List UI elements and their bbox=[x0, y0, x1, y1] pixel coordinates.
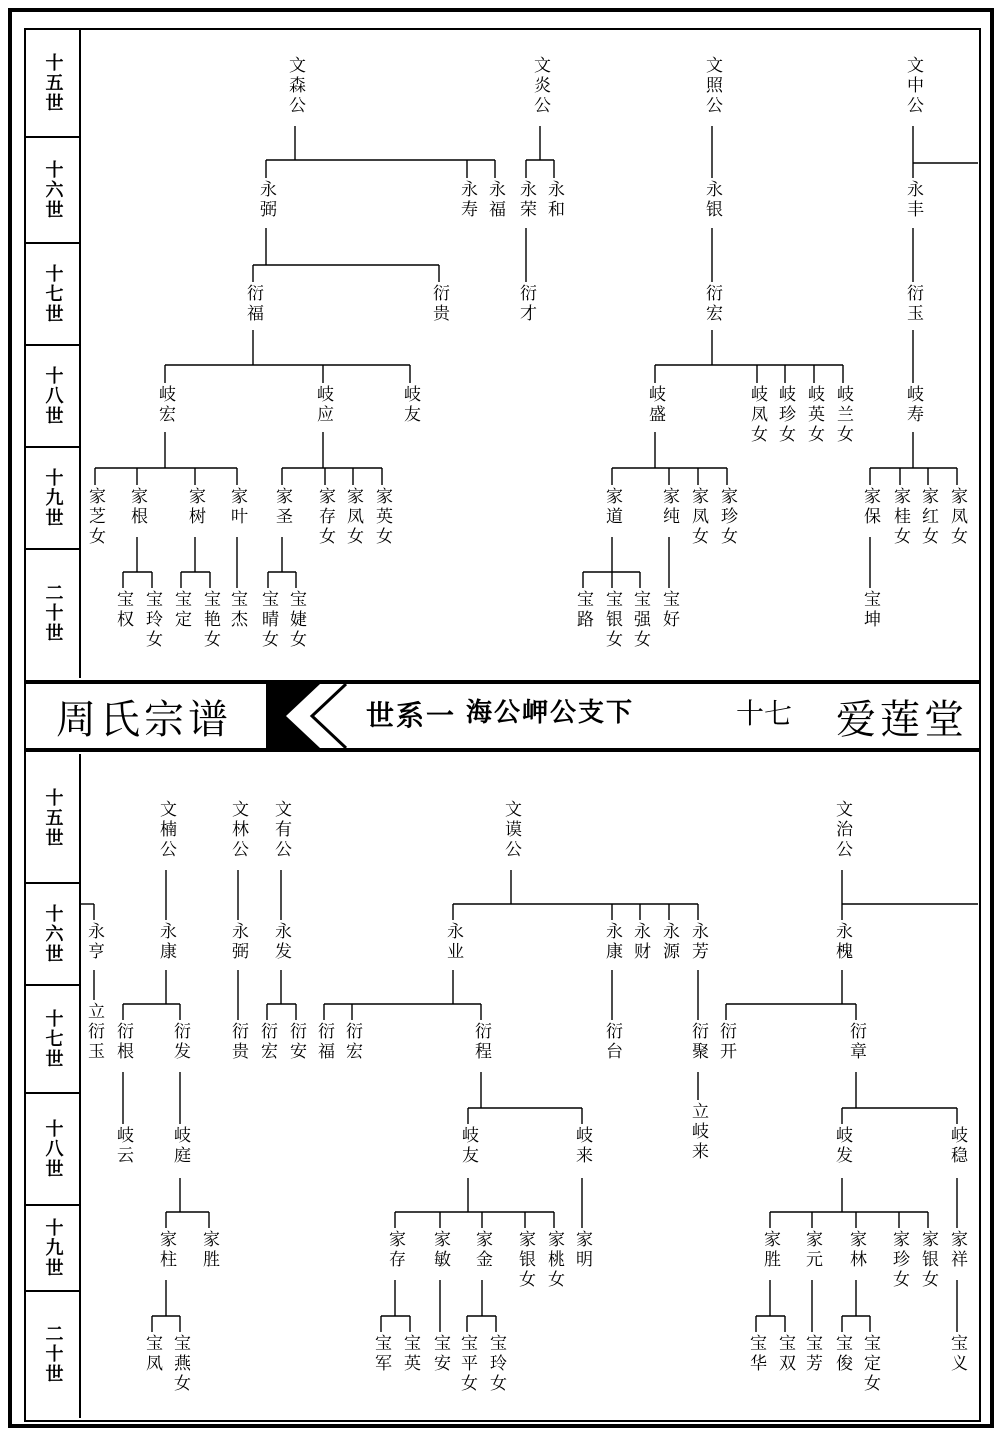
person-name: 家纯 bbox=[659, 487, 679, 527]
person-name: 衍安 bbox=[286, 1022, 306, 1062]
title-banner bbox=[26, 680, 979, 752]
hall-name: 爱莲堂 bbox=[836, 697, 968, 743]
person-name: 宝晴女 bbox=[258, 590, 278, 650]
person-name: 岐友 bbox=[458, 1126, 478, 1166]
person-name: 衍宏 bbox=[342, 1022, 362, 1062]
person-name: 衍才 bbox=[516, 284, 536, 324]
person-name: 宝双 bbox=[775, 1334, 795, 1374]
person-name: 家叶 bbox=[227, 487, 247, 527]
person-name: 永槐 bbox=[832, 922, 852, 962]
series-label: 世系一 bbox=[366, 699, 457, 732]
person-name: 宝燕女 bbox=[170, 1334, 190, 1394]
person-name: 永康 bbox=[156, 922, 176, 962]
person-name: 家珍女 bbox=[889, 1230, 909, 1290]
person-name: 永亨 bbox=[84, 922, 104, 962]
person-name: 家凤女 bbox=[947, 487, 967, 547]
person-name: 永福 bbox=[485, 180, 505, 220]
person-name: 家芝女 bbox=[85, 487, 105, 547]
person-name: 永弼 bbox=[256, 180, 276, 220]
gen-label: 十七世 bbox=[26, 244, 79, 346]
person-name: 家树 bbox=[185, 487, 205, 527]
person-name: 永康 bbox=[602, 922, 622, 962]
book-title: 周氏宗谱 bbox=[56, 697, 232, 743]
person-name: 家林 bbox=[846, 1230, 866, 1270]
person-name: 永丰 bbox=[903, 180, 923, 220]
person-name: 宝定 bbox=[171, 590, 191, 630]
person-name: 岐友 bbox=[400, 385, 420, 425]
person-name: 宝强女 bbox=[630, 590, 650, 650]
person-name: 文森公 bbox=[285, 56, 305, 116]
person-name: 宝军 bbox=[371, 1334, 391, 1374]
person-name: 家凤女 bbox=[343, 487, 363, 547]
person-name: 家柱 bbox=[156, 1230, 176, 1270]
person-name: 宝华 bbox=[746, 1334, 766, 1374]
person-name: 永发 bbox=[271, 922, 291, 962]
gen-label: 十九世 bbox=[26, 448, 79, 550]
person-name: 宝婕女 bbox=[286, 590, 306, 650]
gen-label: 十六世 bbox=[26, 884, 79, 986]
person-name: 岐稳 bbox=[947, 1126, 967, 1166]
banner-arrow-icon bbox=[266, 684, 356, 748]
person-name: 立岐来 bbox=[688, 1102, 708, 1162]
person-name: 宝凤 bbox=[142, 1334, 162, 1374]
person-name: 家存 bbox=[385, 1230, 405, 1270]
person-name: 家祥 bbox=[947, 1230, 967, 1270]
person-name: 家胜 bbox=[199, 1230, 219, 1270]
person-name: 家英女 bbox=[372, 487, 392, 547]
person-name: 家银女 bbox=[918, 1230, 938, 1290]
person-name: 家敏 bbox=[430, 1230, 450, 1270]
person-name: 永寿 bbox=[457, 180, 477, 220]
person-name: 宝俊 bbox=[832, 1334, 852, 1374]
person-name: 衍贵 bbox=[429, 284, 449, 324]
gen-label: 十八世 bbox=[26, 346, 79, 448]
person-name: 永和 bbox=[544, 180, 564, 220]
person-name: 衍台 bbox=[602, 1022, 622, 1062]
person-name: 衍玉 bbox=[903, 284, 923, 324]
gen-label: 十八世 bbox=[26, 1094, 79, 1206]
person-name: 永业 bbox=[443, 922, 463, 962]
person-name: 家根 bbox=[127, 487, 147, 527]
person-name: 宝玲女 bbox=[142, 590, 162, 650]
person-name: 文治公 bbox=[832, 800, 852, 860]
gen-label: 十九世 bbox=[26, 1206, 79, 1292]
person-name: 永财 bbox=[630, 922, 650, 962]
person-name: 文中公 bbox=[903, 56, 923, 116]
person-name: 文楠公 bbox=[156, 800, 176, 860]
gen-label: 十六世 bbox=[26, 138, 79, 244]
person-name: 岐珍女 bbox=[775, 385, 795, 445]
gen-label: 二十世 bbox=[42, 583, 64, 643]
person-name: 衍福 bbox=[243, 284, 263, 324]
person-name: 宝权 bbox=[113, 590, 133, 630]
person-name: 文林公 bbox=[228, 800, 248, 860]
person-name: 岐英女 bbox=[804, 385, 824, 445]
page-number: 十七 bbox=[736, 697, 793, 730]
branch-label: 海公岬公支下 bbox=[466, 698, 635, 728]
person-name: 宝好 bbox=[659, 590, 679, 630]
person-name: 衍发 bbox=[170, 1022, 190, 1062]
person-name: 文谟公 bbox=[501, 800, 521, 860]
person-name: 家金 bbox=[472, 1230, 492, 1270]
person-name: 家道 bbox=[602, 487, 622, 527]
person-name: 永芳 bbox=[688, 922, 708, 962]
person-name: 家胜 bbox=[760, 1230, 780, 1270]
person-name: 岐宏 bbox=[155, 385, 175, 425]
person-name: 衍宏 bbox=[257, 1022, 277, 1062]
person-name: 宝芳 bbox=[802, 1334, 822, 1374]
person-name: 岐盛 bbox=[645, 385, 665, 425]
person-name: 家存女 bbox=[315, 487, 335, 547]
person-name: 岐兰女 bbox=[833, 385, 853, 445]
person-name: 家桃女 bbox=[544, 1230, 564, 1290]
person-name: 家珍女 bbox=[717, 487, 737, 547]
person-name: 宝路 bbox=[573, 590, 593, 630]
person-name: 宝安 bbox=[430, 1334, 450, 1374]
person-name: 永银 bbox=[702, 180, 722, 220]
person-name: 衍贵 bbox=[228, 1022, 248, 1062]
person-name: 文炎公 bbox=[530, 56, 550, 116]
person-name: 衍宏 bbox=[702, 284, 722, 324]
person-name: 衍聚 bbox=[688, 1022, 708, 1062]
person-name: 衍根 bbox=[113, 1022, 133, 1062]
person-name: 宝定女 bbox=[860, 1334, 880, 1394]
gen-label: 二十世 bbox=[42, 1324, 64, 1384]
person-name: 家凤女 bbox=[688, 487, 708, 547]
person-name: 宝坤 bbox=[860, 590, 880, 630]
person-name: 岐凤女 bbox=[747, 385, 767, 445]
person-name: 永弼 bbox=[228, 922, 248, 962]
person-name: 家元 bbox=[802, 1230, 822, 1270]
person-name: 宝英 bbox=[400, 1334, 420, 1374]
person-name: 岐寿 bbox=[903, 385, 923, 425]
person-name: 文有公 bbox=[271, 800, 291, 860]
person-name: 岐发 bbox=[832, 1126, 852, 1166]
gen-label: 十五世 bbox=[26, 754, 79, 884]
person-name: 衍章 bbox=[846, 1022, 866, 1062]
person-name: 岐云 bbox=[113, 1126, 133, 1166]
person-name: 家桂女 bbox=[890, 487, 910, 547]
person-name: 宝义 bbox=[947, 1334, 967, 1374]
person-name: 立衍玉 bbox=[84, 1002, 104, 1062]
person-name: 家银女 bbox=[515, 1230, 535, 1290]
person-name: 岐来 bbox=[572, 1126, 592, 1166]
person-name: 岐庭 bbox=[170, 1126, 190, 1166]
person-name: 家圣 bbox=[272, 487, 292, 527]
person-name: 文照公 bbox=[702, 56, 722, 116]
person-name: 永源 bbox=[659, 922, 679, 962]
person-name: 衍开 bbox=[716, 1022, 736, 1062]
person-name: 宝艳女 bbox=[200, 590, 220, 650]
gen-label: 十五世 bbox=[26, 30, 79, 138]
person-name: 宝银女 bbox=[602, 590, 622, 650]
person-name: 宝平女 bbox=[457, 1334, 477, 1394]
person-name: 宝杰 bbox=[227, 590, 247, 630]
person-name: 永荣 bbox=[516, 180, 536, 220]
gen-label: 十七世 bbox=[26, 986, 79, 1094]
person-name: 衍程 bbox=[471, 1022, 491, 1062]
person-name: 岐应 bbox=[313, 385, 333, 425]
person-name: 家明 bbox=[572, 1230, 592, 1270]
person-name: 衍福 bbox=[314, 1022, 334, 1062]
person-name: 家保 bbox=[860, 487, 880, 527]
person-name: 宝玲女 bbox=[486, 1334, 506, 1394]
person-name: 家红女 bbox=[918, 487, 938, 547]
